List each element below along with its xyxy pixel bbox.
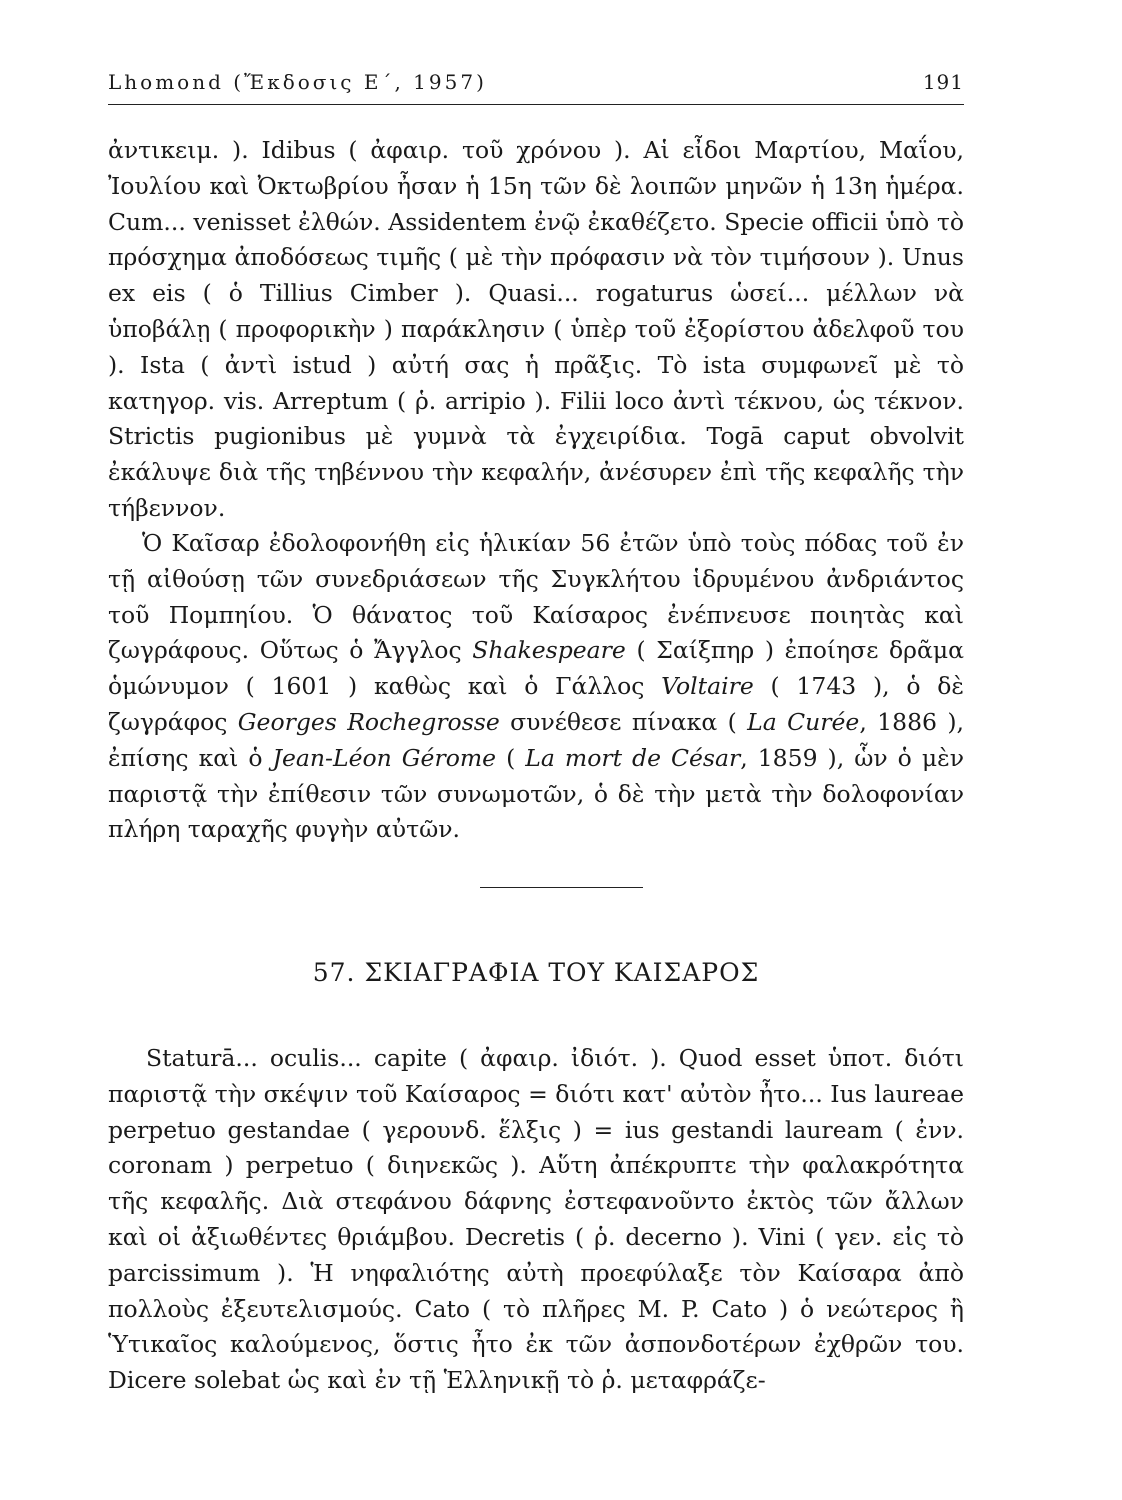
name-voltaire: Voltaire bbox=[661, 672, 754, 701]
page-number: 191 bbox=[922, 70, 964, 94]
text-segment: ( 1743 ), ὁ δὲ ζωγράφος bbox=[108, 672, 964, 736]
name-shakespeare: Shakespeare bbox=[472, 636, 626, 665]
name-rochegrosse: Georges Rochegrosse bbox=[237, 707, 500, 736]
paragraph-notes-continued: ἀντικειμ. ). Idibus ( ἀφαιρ. τοῦ χρόνου ). Αἱ εἶδοι Μαρτίου, Μαΐου, Ἰουλίου καὶ Ὀκτωβρίου ἦσαν ἡ 15η τῶν δὲ λοιπῶν μηνῶν ἡ 13η ἡμέρα. Cum... venisset ἐλθών. Assidentem ἐνῷ ἐκαθέζετο. Specie officii ὑπὸ τὸ πρόσχημα ἀποδόσεως τιμῆς ( μὲ τὴν πρόφασιν νὰ τὸν τιμήσουν ). Unus ex eis ( ὁ Tillius Cimber ). Quasi... rogaturus ὡσεί... μέλλων νὰ ὑποβάλῃ ( προφορικὴν ) παράκλησιν ( ὑπὲρ τοῦ ἐξορίστου ἀδελφοῦ του ). Ista ( ἀντὶ istud ) αὐτή σας ἡ πρᾶξις. Τὸ ista συμφωνεῖ μὲ τὸ κατηγορ. vis. Arreptum ( ῥ. arripio ). Filii loco ἀντὶ τέκνου, ὡς τέκνον. Strictis pugionibus μὲ γυμνὰ τὰ ἐγχειρίδια. Togā caput obvolvit ἐκάλυψε διὰ τῆς τηβέννου τὴν κεφαλήν, ἀνέσυρεν ἐπὶ τῆς κεφαλῆς τὴν τήβεννον. bbox=[108, 136, 964, 522]
section-title: 57. ΣΚΙΑΓΡΑΦΙΑ ΤΟΥ ΚΑΙΣΑΡΟΣ bbox=[312, 958, 760, 987]
paragraph-caesar-death bbox=[108, 526, 964, 848]
text-segment: , 1859 ), ὧν ὁ μὲν παριστᾷ τὴν ἐπίθεσιν τῶν συνωμοτῶν, ὁ δὲ τὴν μετὰ τὴν δολοφονίαν πλήρη ταραχῆς φυγὴν αὐτῶν. bbox=[108, 743, 965, 844]
text-segment: Ὁ Καῖσαρ ἐδολοφονήθη εἰς ἡλικίαν 56 ἐτῶν ὑπὸ τοὺς πόδας τοῦ ἐν τῇ αἰθούσῃ τῶν συνεδριάσεων τῆς Συγκλήτου ἱδρυμένου ἀνδριάντος τοῦ Πομπηίου. Ὁ θάνατος τοῦ Καίσαρος ἐνέπνευσε ποιητὰς καὶ ζωγράφους. Οὕτως ὁ Ἄγγλος bbox=[108, 529, 964, 665]
name-gerome: Jean-Léon Gérome bbox=[272, 743, 497, 772]
running-head bbox=[108, 70, 964, 94]
section-separator bbox=[480, 887, 643, 888]
header-rule bbox=[108, 104, 964, 105]
title-la-curee: La Curée bbox=[747, 707, 860, 736]
running-title: Lhomond (Ἔκδοσις Ε΄, 1957) bbox=[108, 70, 487, 94]
text-segment: , 1886 ), ἐπίσης καὶ ὁ bbox=[108, 707, 964, 772]
text-segment: συνέθεσε πίνακα ( bbox=[499, 707, 748, 736]
text-segment: ( bbox=[496, 743, 526, 772]
paragraph-section-57: Staturā... oculis... capite ( ἀφαιρ. ἰδιότ. ). Quod esset ὑποτ. διότι παριστᾷ τὴν σκέψιν τοῦ Καίσαρος = διότι κατ' αὐτὸν ἦτο... Ius laureae perpetuo gestandae ( γερουνδ. ἕλξις ) = ius gestandi lauream ( ἐνν. coronam ) perpetuo ( διηνεκῶς ). Αὕτη ἀπέκρυπτε τὴν φαλακρότητα τῆς κεφαλῆς. Διὰ στεφάνου δάφνης ἐστεφανοῦντο ἐκτὸς τῶν ἄλλων καὶ οἱ ἀξιωθέντες θριάμβου. Decretis ( ῥ. decerno ). Vini ( γεν. εἰς τὸ parcissimum ). Ἡ νηφαλιότης αὐτὴ προεφύλαξε τὸν Καίσαρα ἀπὸ πολλοὺς ἐξευτελισμούς. Cato ( τὸ πλῆρες M. P. Cato ) ὁ νεώτερος ἢ Ὑτικαῖος καλούμενος, ὅστις ἦτο ἐκ τῶν ἀσπονδοτέρων ἐχθρῶν του. Dicere solebat ὡς καὶ ἐν τῇ Ἑλληνικῇ τὸ ῥ. μεταφράζε- bbox=[108, 1044, 964, 1395]
text-segment: ( Σαίξπηρ ) ἐποίησε δρᾶμα ὁμώνυμον ( 1601 ) καθὼς καὶ ὁ Γάλλος bbox=[108, 636, 965, 701]
title-la-mort-de-cesar: La mort de César bbox=[525, 743, 741, 772]
